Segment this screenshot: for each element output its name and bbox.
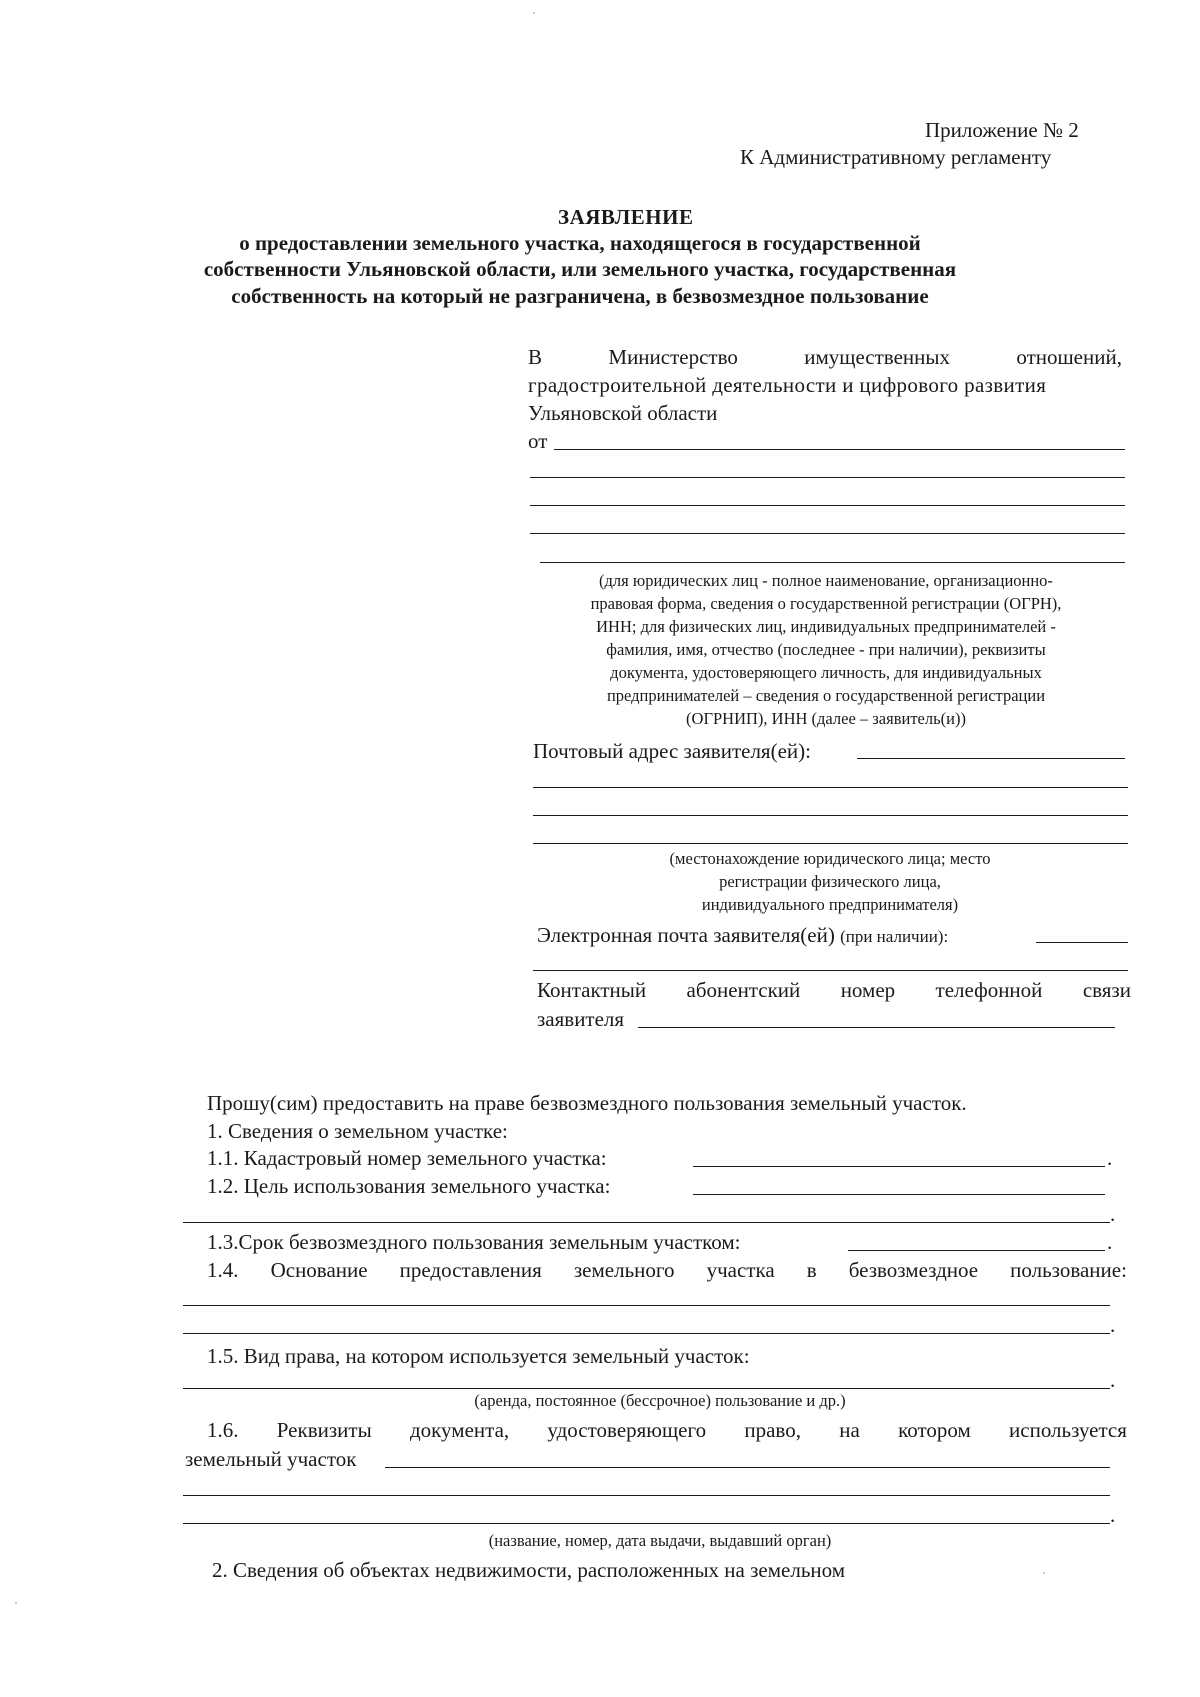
phone-word: Контактный (537, 978, 647, 1002)
document-details-word: документа, (409, 1418, 510, 1442)
document-details-word: удостоверяющего (547, 1418, 707, 1442)
usage-term-label: 1.3.Срок безвозмездного пользования земельным участком: (207, 1230, 741, 1254)
grounds-word: предоставления (399, 1258, 542, 1282)
applicant-note: предпринимателей – сведения о государственной регистрации (606, 686, 1046, 705)
document-details-field[interactable] (183, 1523, 1110, 1524)
addressee-line-3: Ульяновской области (528, 401, 718, 425)
phone-word: номер (840, 978, 896, 1002)
applicant-field[interactable] (530, 533, 1125, 534)
applicant-field[interactable] (540, 562, 1125, 563)
applicant-note: (ОГРНИП), ИНН (далее – заявитель(и)) (686, 709, 966, 728)
document-details-field[interactable] (183, 1495, 1110, 1496)
document-details-label (207, 1417, 1127, 1443)
applicant-note: документа, удостоверяющего личность, для индивидуальных (610, 663, 1042, 682)
document-details-note: (название, номер, дата выдачи, выдавший орган) (488, 1531, 832, 1550)
title-line-3: собственность на который не разграничена, в безвозмездное пользование (231, 284, 929, 308)
document-details-word: 1.6. (207, 1418, 239, 1442)
postal-address-field[interactable] (533, 787, 1128, 788)
title-line-1: о предоставлении земельного участка, находящегося в государственной (239, 231, 921, 255)
document-title: ЗАЯВЛЕНИЕ (558, 205, 694, 229)
scan-speck (15, 1602, 17, 1604)
applicant-note: правовая форма, сведения о государственной регистрации (ОГРН), (590, 594, 1062, 613)
appendix-number: Приложение № 2 (925, 118, 1079, 142)
phone-word: абонентский (686, 978, 801, 1002)
usage-purpose-field[interactable] (693, 1194, 1105, 1195)
line-end-period: . (1110, 1503, 1116, 1527)
addressee-line-2: градостроительной деятельности и цифрового развития (528, 373, 1047, 397)
document-details-field[interactable] (385, 1467, 1110, 1468)
grounds-word: 1.4. (207, 1258, 239, 1282)
applicant-note: ИНН; для физических лиц, индивидуальных предпринимателей - (596, 617, 1056, 636)
cadastral-number-field[interactable] (693, 1166, 1105, 1167)
cadastral-number-label: 1.1. Кадастровый номер земельного участка: (207, 1146, 607, 1170)
phone-label-line-2: заявителя (537, 1007, 625, 1031)
right-type-label: 1.5. Вид права, на котором используется земельный участок: (207, 1344, 750, 1368)
line-end-period: . (1107, 1146, 1113, 1170)
right-type-note: (аренда, постоянное (бессрочное) пользование и др.) (474, 1391, 846, 1410)
addressee-word: имущественных (804, 345, 950, 369)
phone-label (537, 977, 1131, 1003)
postal-address-field[interactable] (857, 758, 1125, 759)
applicant-field[interactable] (554, 449, 1125, 450)
line-end-period: . (1110, 1368, 1116, 1392)
title-line-2: собственности Ульяновской области, или земельного участка, государственная (203, 257, 957, 281)
email-field[interactable] (533, 970, 1128, 971)
grounds-word: Основание (270, 1258, 368, 1282)
grounds-word: безвозмездное (848, 1258, 979, 1282)
postal-address-note: (местонахождение юридического лица; место (669, 849, 991, 868)
right-type-field[interactable] (183, 1388, 1110, 1389)
document-details-word: Реквизиты (276, 1418, 372, 1442)
applicant-note: (для юридических лиц - полное наименование, организационно- (599, 571, 1053, 590)
grounds-word: пользование: (1010, 1258, 1127, 1282)
scan-speck (533, 12, 535, 14)
addressee-word: отношений, (1016, 345, 1122, 369)
document-details-word: на (839, 1418, 860, 1442)
postal-address-label: Почтовый адрес заявителя(ей): (533, 739, 811, 763)
grounds-word: участка (706, 1258, 775, 1282)
from-label: от (528, 429, 548, 453)
section-1-heading: 1. Сведения о земельном участке: (207, 1119, 508, 1143)
usage-purpose-field[interactable] (183, 1222, 1110, 1223)
email-label (537, 922, 948, 950)
regulation-reference: К Административному регламенту (740, 145, 1052, 169)
grounds-word: в (806, 1258, 817, 1282)
email-label-hint: (при наличии): (840, 927, 949, 946)
usage-purpose-label: 1.2. Цель использования земельного участка: (207, 1174, 611, 1198)
request-intro: Прошу(сим) предоставить на праве безвозмездного пользования земельный участок. (207, 1091, 967, 1115)
email-field[interactable] (1036, 942, 1128, 943)
applicant-field[interactable] (530, 477, 1125, 478)
addressee-word: Министерство (608, 345, 738, 369)
line-end-period: . (1107, 1230, 1113, 1254)
document-details-word: котором (898, 1418, 971, 1442)
document-details-label-line-2: земельный участок (185, 1447, 357, 1471)
grounds-field[interactable] (183, 1333, 1110, 1334)
scan-speck (1043, 1572, 1045, 1574)
document-details-word: используется (1009, 1418, 1127, 1442)
usage-term-field[interactable] (848, 1250, 1105, 1251)
grounds-word: земельного (573, 1258, 675, 1282)
line-end-period: . (1110, 1313, 1116, 1337)
phone-field[interactable] (638, 1027, 1115, 1028)
postal-address-field[interactable] (533, 815, 1128, 816)
addressee-word: В (528, 345, 543, 369)
grounds-field[interactable] (183, 1305, 1110, 1306)
applicant-field[interactable] (530, 505, 1125, 506)
phone-word: связи (1082, 978, 1131, 1002)
postal-address-note: регистрации физического лица, (719, 872, 941, 891)
applicant-note: фамилия, имя, отчество (последнее - при наличии), реквизиты (606, 640, 1046, 659)
document-details-word: право, (744, 1418, 801, 1442)
section-2-heading: 2. Сведения об объектах недвижимости, расположенных на земельном (212, 1558, 846, 1582)
addressee-line-1 (528, 344, 1122, 370)
postal-address-field[interactable] (533, 843, 1128, 844)
line-end-period: . (1110, 1202, 1116, 1226)
phone-word: телефонной (935, 978, 1043, 1002)
grounds-label (207, 1257, 1127, 1283)
postal-address-note: индивидуального предпринимателя) (701, 895, 959, 914)
email-label-text: Электронная почта заявителя(ей) (537, 923, 835, 947)
